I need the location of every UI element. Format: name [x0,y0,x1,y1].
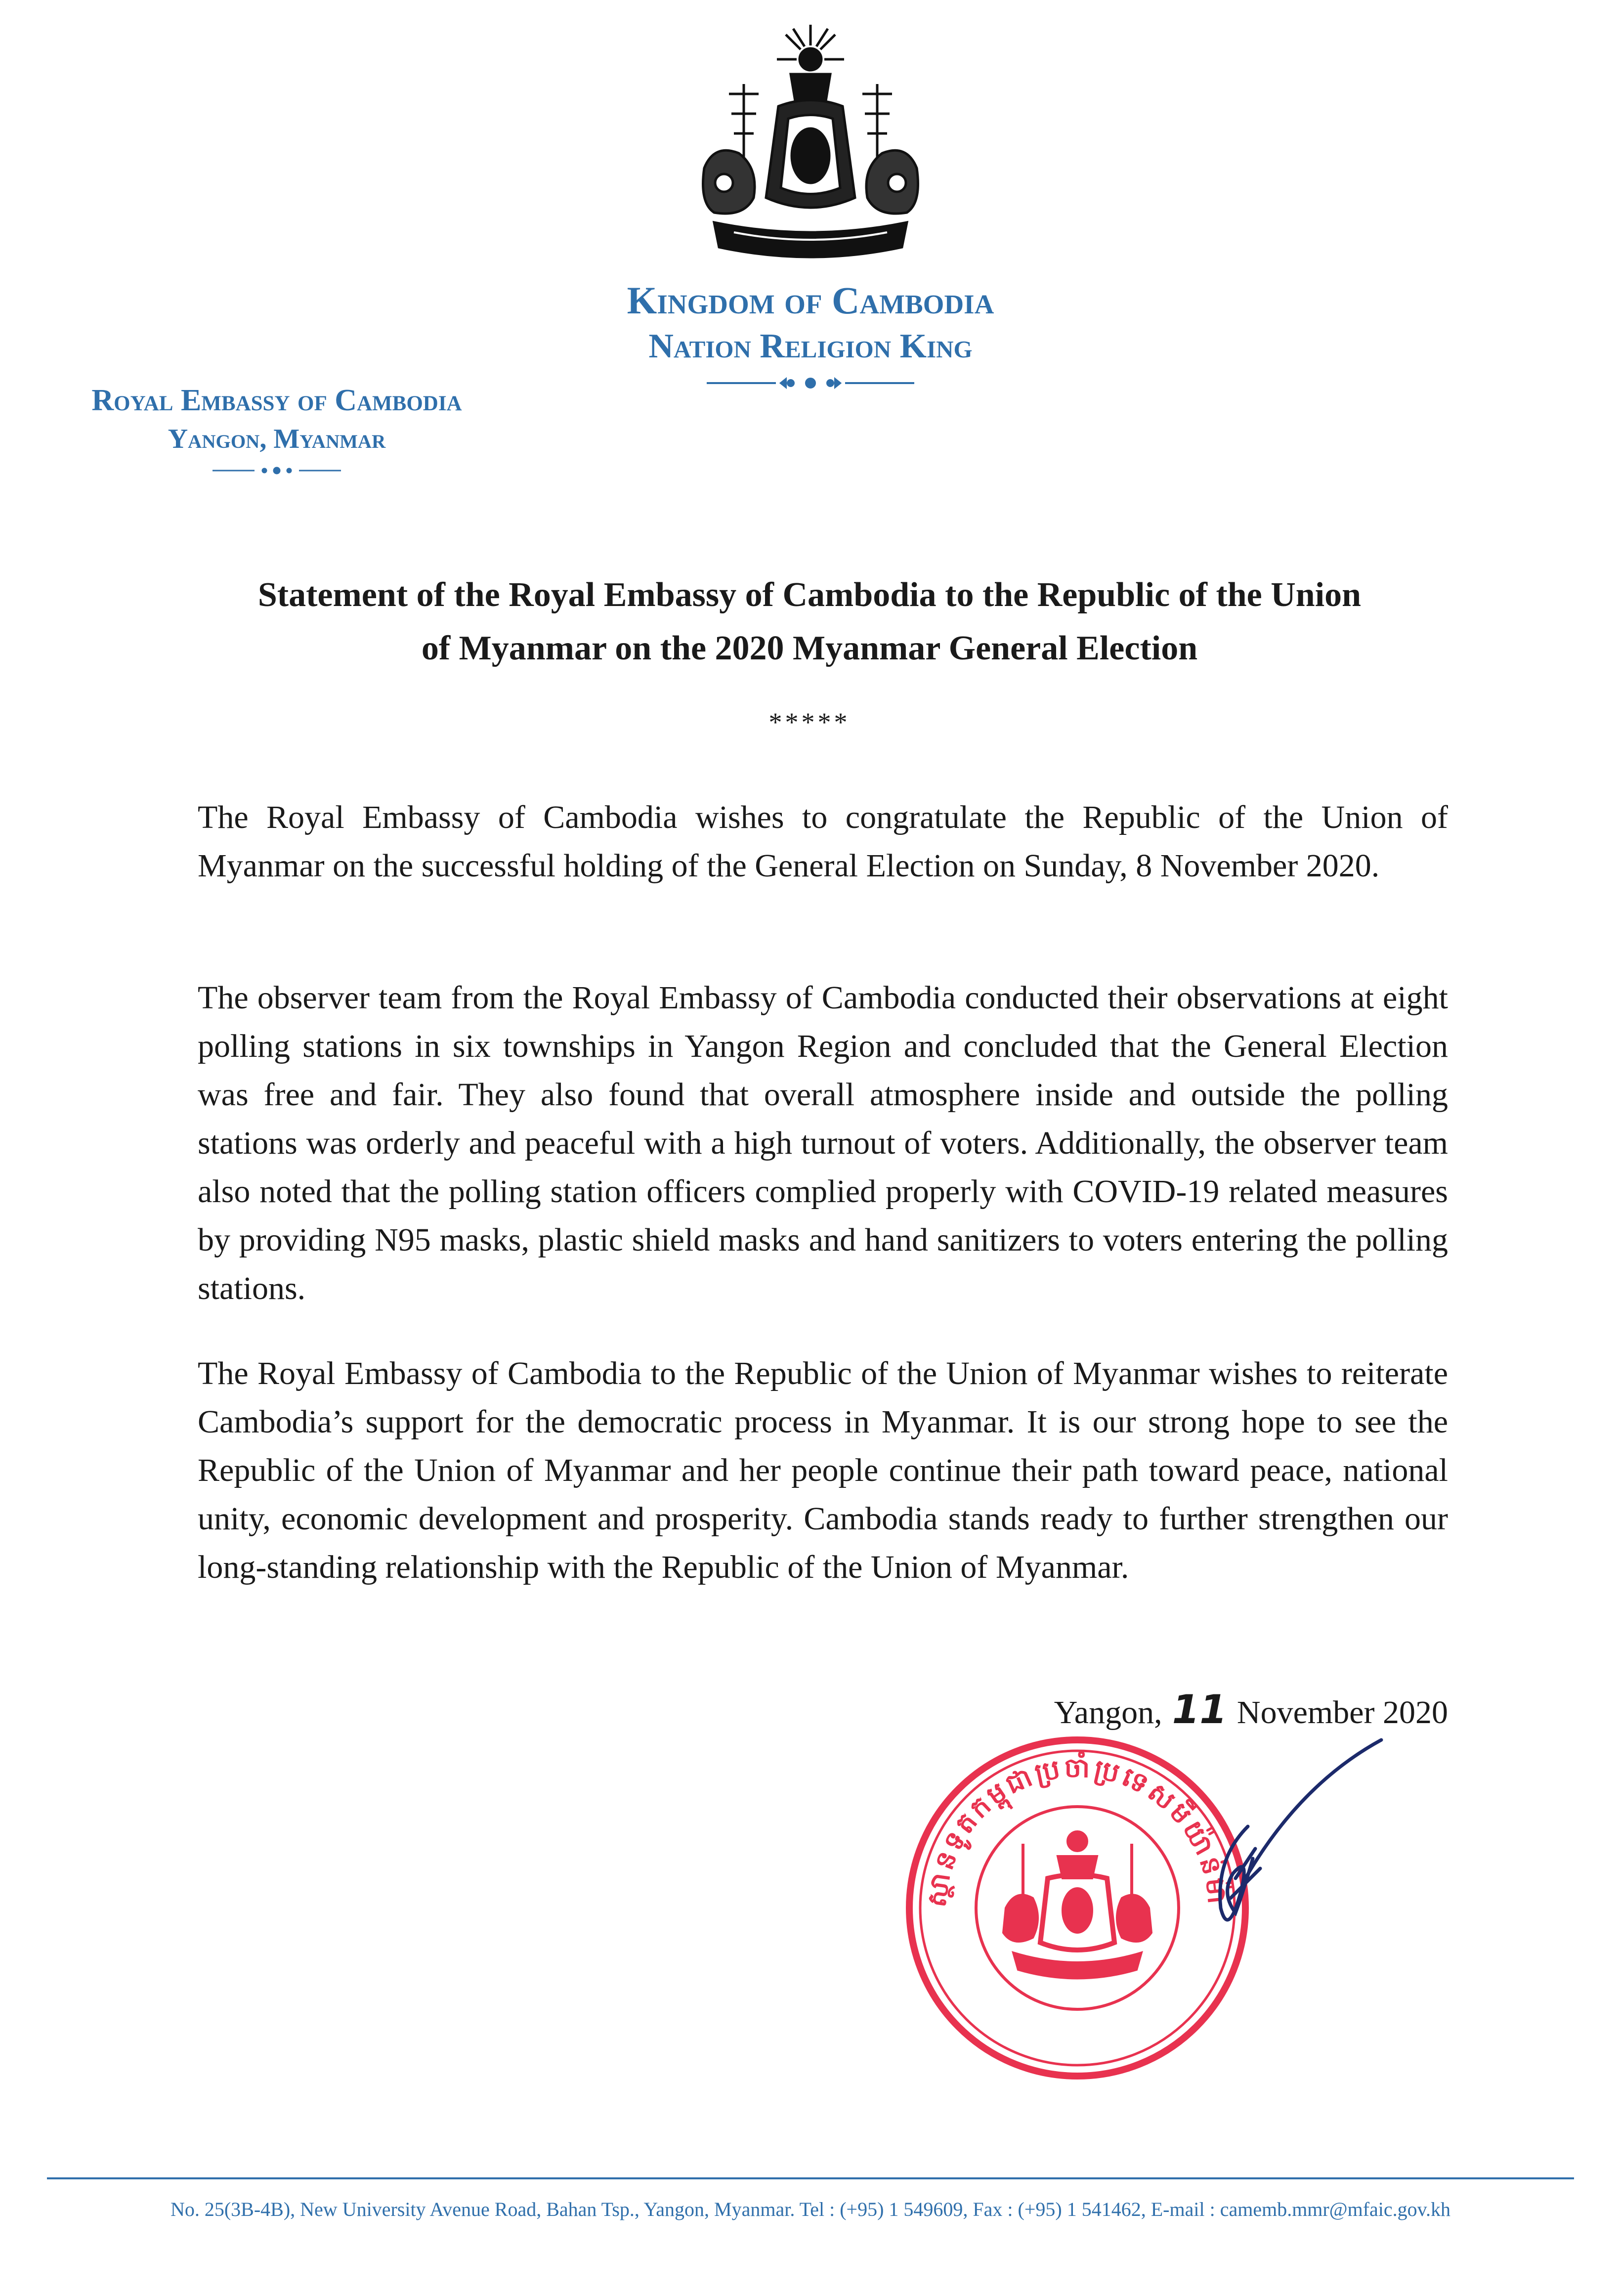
section-separator: ***** [768,707,851,737]
dateline-month-year: November 2020 [1236,1694,1448,1731]
statement-title [148,568,1471,675]
paragraph-congratulations: The Royal Embassy of Cambodia wishes to congratulate the Republic of the Union of Myanmar on the successful holding of the General Election on Sunday, 8 November 2020. [198,799,1448,884]
national-motto: Nation Religion King [648,327,973,365]
statement-title-line: of Myanmar on the 2020 Myanmar General Election [421,629,1198,667]
kingdom-name: Kingdom of Cambodia [627,279,994,322]
footer-divider [47,2177,1574,2179]
kingdom-heading [519,277,1102,369]
signature-icon [1137,1730,1394,1987]
paragraph-support: The Royal Embassy of Cambodia to the Republic of the Union of Myanmar wishes to reiterate Cambodia’s support for the democratic process in Myanmar. It is our strong hope to see the Republic of the Union of Myanmar and her people continue their path toward peace, national unity, economic development and prosperity. Cambodia stands ready to further strengthen our long-standing relationship with the Republic of the Union of Myanmar. [198,1355,1448,1585]
embassy-location: Yangon, Myanmar [168,424,386,454]
svg-text:ស្ថានទូតកម្ពុជាប្រចាំប្រទេសមីយ: ស្ថានទូតកម្ពុជាប្រចាំប្រទេសមីយ៉ាន់ម៉ា [920,1752,1234,1909]
statement-title-line: Statement of the Royal Embassy of Cambodia to the Republic of the Union [257,576,1362,614]
ornament-divider-icon [213,462,341,479]
paragraph-observations: The observer team from the Royal Embassy of Cambodia conducted their observations at eight polling stations in six townships in Yangon Region and concluded that the General Election was free and fair. They also found that overall atmosphere inside and outside the polling stations was orderly and peaceful with a high turnout of voters. Additionally, the observer team also noted that the polling station officers complied properly with COVID-19 related measures by providing N95 masks, plastic shield masks and hand sanitizers to voters entering the polling stations. [198,980,1448,1306]
dateline-place: Yangon, [1054,1694,1162,1731]
embassy-heading [30,381,524,458]
dateline [939,1686,1448,1737]
embassy-name: Royal Embassy of Cambodia [91,384,462,417]
ornament-divider-icon [707,373,914,393]
coat-of-arms-icon [684,20,937,267]
footer-address: No. 25(3B-4B), New University Avenue Road, Bahan Tsp., Yangon, Myanmar. Tel : (+95) 1 549609, Fax : (+95) 1 541462, E-mail : camemb.mmr@mfaic.gov.kh [170,2198,1451,2220]
dateline-day: 11 [1172,1687,1227,1733]
